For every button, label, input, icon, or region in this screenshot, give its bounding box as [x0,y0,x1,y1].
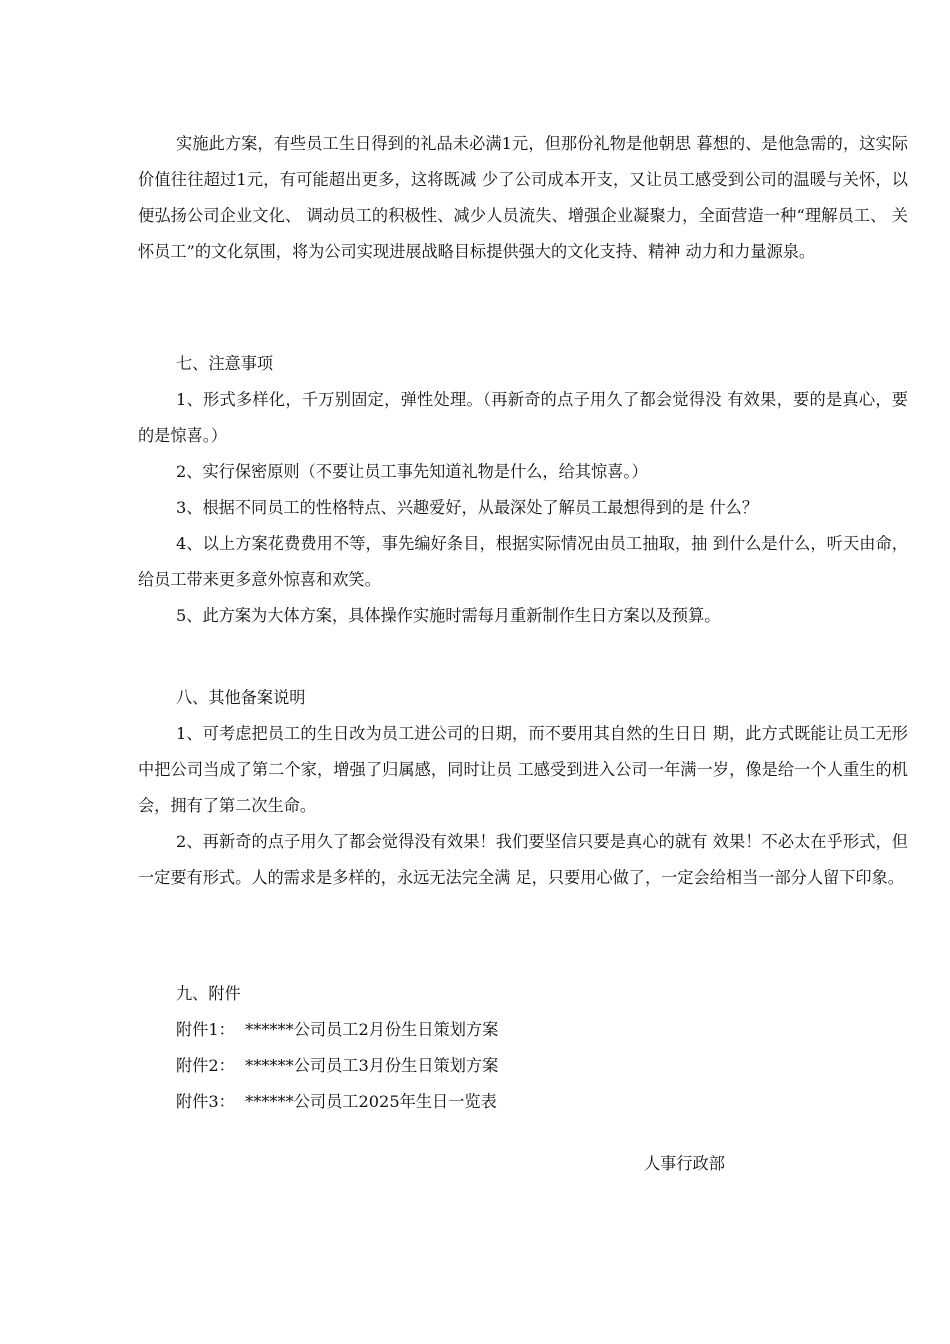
section-9-title: 九、附件 [176,984,241,1003]
intro-paragraph: 实施此方案，有些员工生日得到的礼品未必满1元，但那份礼物是他朝思 暮想的、是他急需的，这实际价值往往超过1元，有可能超出更多，这将既减 少了公司成本开支，又让员工感受到公司的温暖与关怀，以便弘扬公司企业文化、 调动员工的积极性、减少人员流失、增强企业凝聚力，全面营造一种“理解员工、 关怀员工”的文化氛围，将为公司实现进展战略目标提供强大的文化支持、精神 动力和力量源泉。 [138,134,908,261]
annex-item: 附件1： ******公司员工2月份生日策划方案 [176,1020,499,1039]
section-9 [138,976,908,1120]
section-7 [138,346,908,634]
section-8-item: 1、可考虑把员工的生日改为员工进公司的日期，而不要用其自然的生日日 期，此方式既能让员工无形中把公司当成了第二个家，增强了归属感，同时让员 工感受到进入公司一年满一岁，像是给一个人重生的机会，拥有了第二次生命。 [138,724,908,815]
section-8 [138,680,908,896]
section-8-title: 八、其他备案说明 [176,688,306,707]
section-7-item: 4、以上方案花费费用不等，事先编好条目，根据实际情况由员工抽取，抽 到什么是什么，听天由命，给员工带来更多意外惊喜和欢笑。 [138,534,908,589]
signature: 人事行政部 [644,1154,725,1173]
annex-item: 附件2： ******公司员工3月份生日策划方案 [176,1056,499,1075]
annex-item: 附件3： ******公司员工2025年生日一览表 [176,1092,497,1111]
section-7-item: 5、此方案为大体方案，具体操作实施时需每月重新制作生日方案以及预算。 [176,606,721,625]
section-8-item: 2、再新奇的点子用久了都会觉得没有效果！我们要坚信只要是真心的就有 效果！不必太在乎形式，但一定要有形式。人的需求是多样的，永远无法完全满 足，只要用心做了，一定会给相当一部分人留下印象。 [138,832,908,887]
section-7-item: 1、形式多样化，千万别固定，弹性处理。（再新奇的点子用久了都会觉得没 有效果，要的是真心，要的是惊喜。） [138,390,908,445]
section-7-title: 七、注意事项 [176,354,274,373]
section-7-item: 3、根据不同员工的性格特点、兴趣爱好，从最深处了解员工最想得到的是 什么？ [176,498,759,517]
section-7-item: 2、实行保密原则（不要让员工事先知道礼物是什么，给其惊喜。） [176,462,648,481]
intro-block [138,126,908,270]
